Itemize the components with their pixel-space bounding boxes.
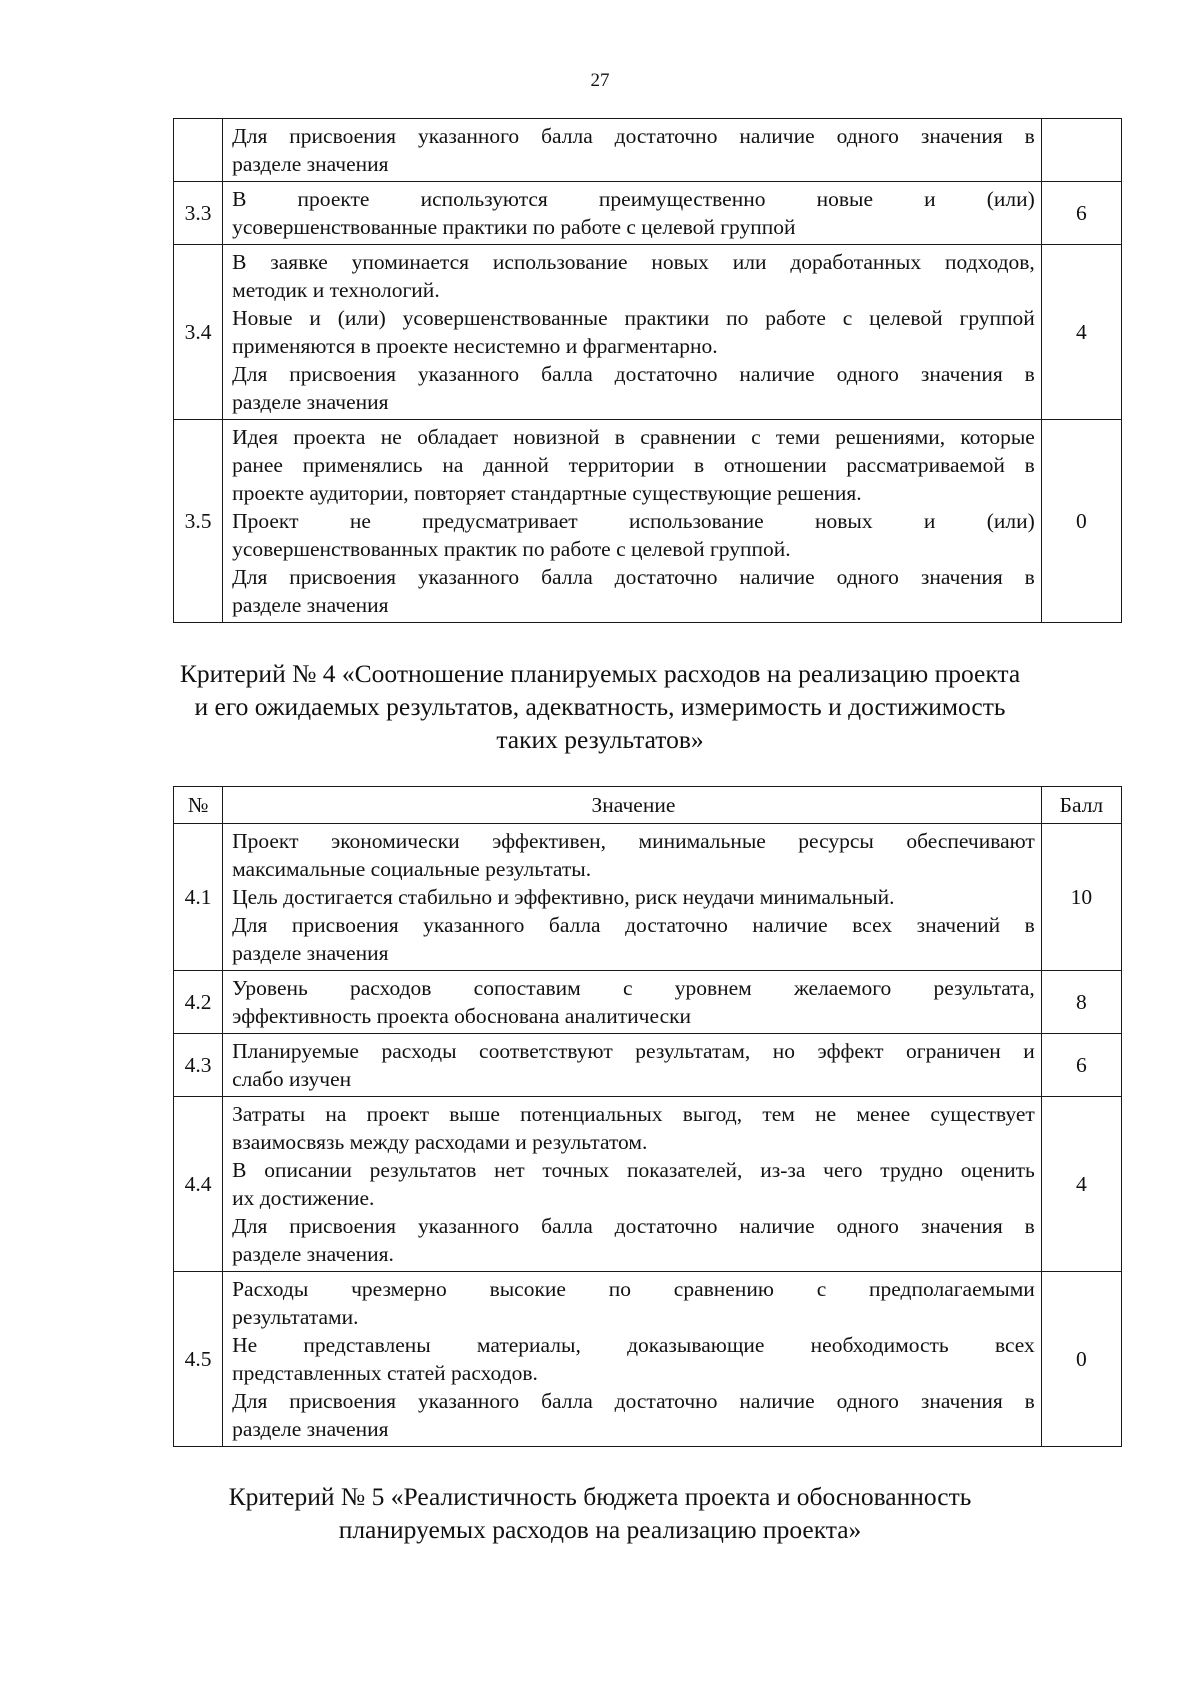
row-value-line: методик и технологий. (232, 278, 440, 302)
criterion-5-heading (0, 1480, 1200, 1546)
row-value-line: разделе значения. (232, 1242, 394, 1266)
heading-line: Критерий № 4 «Соотношение планируемых расходов на реализацию проекта (179, 659, 1021, 688)
row-value-line: слабо изучен (232, 1067, 352, 1091)
table-row (174, 971, 1122, 1034)
row-value-line: взаимосвязь между расходами и результатом. (232, 1130, 648, 1154)
row-score: 4 (1041, 245, 1121, 420)
row-value-line: Расходы чрезмерно высокие по сравнению с предполагаемыми (232, 1277, 1035, 1301)
row-number: 4.3 (174, 1034, 223, 1097)
row-number (174, 119, 223, 182)
row-value-line: результатами. (232, 1305, 359, 1329)
row-value-line: максимальные социальные результаты. (232, 857, 592, 881)
row-score: 6 (1041, 1034, 1121, 1097)
row-value-line: Для присвоения указанного балла достаточно наличие одного значения в (232, 1389, 1035, 1413)
row-value-line: применяются в проекте несистемно и фрагментарно. (232, 334, 718, 358)
row-value-line: Для присвоения указанного балла достаточно наличие одного значения в (232, 362, 1035, 386)
row-number: 3.5 (174, 420, 223, 623)
row-value-line: Затраты на проект выше потенциальных выгод, тем не менее существует (232, 1102, 1035, 1126)
table-row (174, 1034, 1122, 1097)
row-value-line: Проект не предусматривает использование новых и (или) (232, 509, 1035, 533)
row-score: 0 (1041, 420, 1121, 623)
row-value-line: Уровень расходов сопоставим с уровнем желаемого результата, (232, 976, 1035, 1000)
row-value-line: В проекте используются преимущественно новые и (или) (232, 187, 1035, 211)
header-row (174, 787, 1122, 824)
row-value-line: Для присвоения указанного балла достаточно наличие одного значения в (232, 124, 1035, 148)
criterion-4-heading (0, 657, 1200, 756)
row-value (223, 1097, 1042, 1272)
row-value (223, 420, 1042, 623)
row-value-line: В описании результатов нет точных показателей, из-за чего трудно оценить (232, 1158, 1035, 1182)
row-score: 8 (1041, 971, 1121, 1034)
row-value-line: представленных статей расходов. (232, 1361, 538, 1385)
row-value-line: ранее применялись на данной территории в отношении рассматриваемой в (232, 453, 1035, 477)
row-score (1041, 119, 1121, 182)
criterion-3-table-continuation (173, 118, 1122, 623)
table-row (174, 420, 1122, 623)
row-value-line: разделе значения (232, 390, 389, 414)
row-number: 4.1 (174, 824, 223, 971)
column-header-value: Значение (223, 787, 1042, 824)
table-row (174, 245, 1122, 420)
table-row (174, 1097, 1122, 1272)
row-value-line: разделе значения (232, 1417, 389, 1441)
row-value-line: Цель достигается стабильно и эффективно, риск неудачи минимальный. (232, 885, 895, 909)
row-value-line: Новые и (или) усовершенствованные практики по работе с целевой группой (232, 306, 1035, 330)
row-value-line: Планируемые расходы соответствуют результатам, но эффект ограничен и (232, 1039, 1035, 1063)
row-value (223, 1034, 1042, 1097)
row-value (223, 1272, 1042, 1447)
row-value-line: Идея проекта не обладает новизной в сравнении с теми решениями, которые (232, 425, 1035, 449)
page-number: 27 (590, 70, 610, 91)
table-row (174, 824, 1122, 971)
row-value-line: Для присвоения указанного балла достаточно наличие всех значений в (232, 913, 1035, 937)
row-number: 4.2 (174, 971, 223, 1034)
heading-line: и его ожидаемых результатов, адекватность, измеримость и достижимость (194, 692, 1006, 721)
row-value (223, 971, 1042, 1034)
heading-line: таких результатов» (496, 725, 704, 754)
heading-line: Критерий № 5 «Реалистичность бюджета проекта и обоснованность (228, 1482, 972, 1511)
row-score: 10 (1041, 824, 1121, 971)
row-value-line: их достижение. (232, 1186, 375, 1210)
row-number: 4.5 (174, 1272, 223, 1447)
criterion-4-rows (174, 824, 1122, 1447)
row-value-line: усовершенствованных практик по работе с целевой группой. (232, 537, 791, 561)
row-number: 3.4 (174, 245, 223, 420)
row-value (223, 824, 1042, 971)
row-score: 6 (1041, 182, 1121, 245)
row-value-line: усовершенствованные практики по работе с целевой группой (232, 215, 796, 239)
heading-line: планируемых расходов на реализацию проекта» (338, 1515, 862, 1544)
row-value-line: проекте аудитории, повторяет стандартные существующие решения. (232, 481, 862, 505)
row-value (223, 119, 1042, 182)
row-value-line: В заявке упоминается использование новых или доработанных подходов, (232, 250, 1035, 274)
row-value (223, 182, 1042, 245)
row-number: 4.4 (174, 1097, 223, 1272)
row-value-line: Для присвоения указанного балла достаточно наличие одного значения в (232, 1214, 1035, 1238)
criterion-3-rows (174, 119, 1122, 623)
table-row (174, 1272, 1122, 1447)
row-number: 3.3 (174, 182, 223, 245)
criterion-4-table-header (174, 787, 1122, 824)
row-value-line: Не представлены материалы, доказывающие необходимость всех (232, 1333, 1035, 1357)
column-header-score: Балл (1041, 787, 1121, 824)
table-row (174, 182, 1122, 245)
row-value (223, 245, 1042, 420)
row-value-line: разделе значения (232, 941, 389, 965)
table-row (174, 119, 1122, 182)
row-value-line: разделе значения (232, 152, 389, 176)
row-value-line: эффективность проекта обоснована аналитически (232, 1004, 692, 1028)
row-score: 0 (1041, 1272, 1121, 1447)
row-value-line: Для присвоения указанного балла достаточно наличие одного значения в (232, 565, 1035, 589)
column-header-number: № (174, 787, 223, 824)
criterion-4-table (173, 786, 1122, 1447)
row-value-line: разделе значения (232, 593, 389, 617)
row-score: 4 (1041, 1097, 1121, 1272)
row-value-line: Проект экономически эффективен, минимальные ресурсы обеспечивают (232, 829, 1035, 853)
